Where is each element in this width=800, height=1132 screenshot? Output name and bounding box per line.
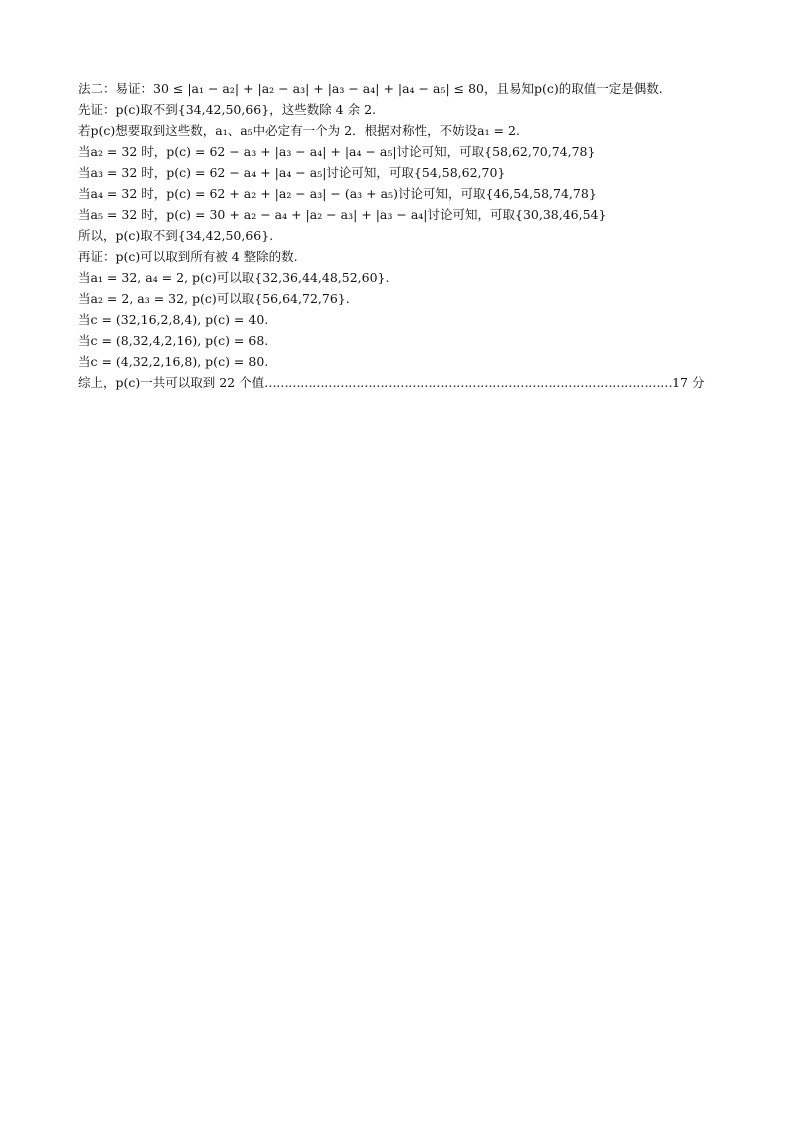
conclusion-line: 所以，p(c)取不到{34,42,50,66}. (78, 228, 274, 243)
leader-dots: ………………………………………………………………………………………… (264, 375, 673, 390)
summary-line (78, 372, 728, 393)
assumption-line: 若p(c)想要取到这些数，a₁、a₅中必定有一个为 2．根据对称性，不妨设a₁ = 2. (78, 123, 520, 138)
example-line-5: 当c = (4,32,2,16,8), p(c) = 80. (78, 354, 269, 369)
score-label: 17 分 (672, 375, 705, 390)
example-line-2: 当a₂ = 2, a₃ = 32, p(c)可以取{56,64,72,76}. (78, 291, 350, 306)
solution-page (78, 78, 728, 393)
second-proof-line: 再证：p(c)可以取到所有被 4 整除的数. (78, 249, 298, 264)
summary-text: 综上，p(c)一共可以取到 22 个值 (78, 375, 265, 390)
example-line-1: 当a₁ = 32, a₄ = 2, p(c)可以取{32,36,44,48,52,60}. (78, 270, 390, 285)
first-proof-line: 先证：p(c)取不到{34,42,50,66}，这些数除 4 余 2. (78, 102, 377, 117)
example-line-4: 当c = (8,32,4,2,16), p(c) = 68. (78, 333, 269, 348)
case-a2-line: 当a₂ = 32 时，p(c) = 62 − a₃ + |a₃ − a₄| + |a₄ − a₅|讨论可知，可取{58,62,70,74,78} (78, 144, 596, 159)
method-two-line: 法二：易证：30 ≤ |a₁ − a₂| + |a₂ − a₃| + |a₃ − a₄| + |a₄ − a₅| ≤ 80，且易知p(c)的取值一定是偶数. (78, 81, 663, 96)
example-line-3: 当c = (32,16,2,8,4), p(c) = 40. (78, 312, 269, 327)
case-a5-line: 当a₅ = 32 时，p(c) = 30 + a₂ − a₄ + |a₂ − a₃| + |a₃ − a₄|讨论可知，可取{30,38,46,54} (78, 207, 607, 222)
case-a3-line: 当a₃ = 32 时，p(c) = 62 − a₄ + |a₄ − a₅|讨论可知，可取{54,58,62,70} (78, 165, 506, 180)
case-a4-line: 当a₄ = 32 时，p(c) = 62 + a₂ + |a₂ − a₃| − (a₃ + a₅)讨论可知，可取{46,54,58,74,78} (78, 186, 597, 201)
